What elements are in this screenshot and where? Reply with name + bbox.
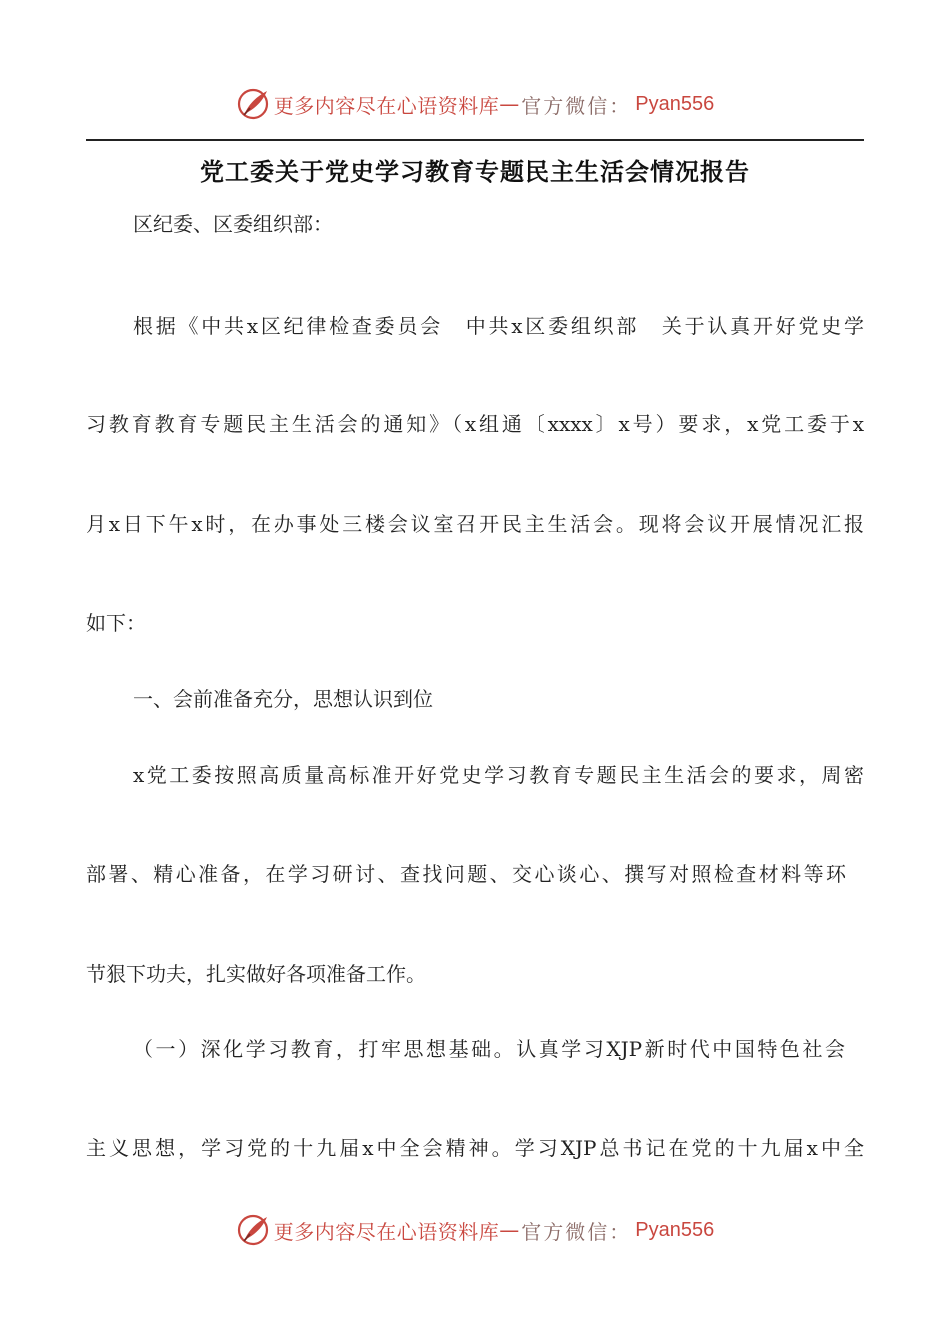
watermark-dash: — bbox=[499, 92, 520, 116]
watermark-brand: 更多内容尽在心语资料库 bbox=[273, 93, 500, 118]
paragraph-line: 习教育教育专题民主生活会的通知》（x组通〔xxxx〕x号）要求，x党工委于x bbox=[86, 412, 864, 436]
paragraph-line: 根据《中共x区纪律检查委员会 中共x区委组织部 关于认真开好党史学 bbox=[133, 314, 864, 338]
watermark-wechat-id: Pyan556 bbox=[635, 1218, 715, 1241]
section-heading: 一、会前准备充分，思想认识到位 bbox=[133, 687, 433, 711]
salutation: 区纪委、区委组织部： bbox=[133, 212, 333, 236]
watermark-wechat-id: Pyan556 bbox=[635, 92, 715, 115]
paragraph-line: 节狠下功夫，扎实做好各项准备工作。 bbox=[86, 962, 426, 986]
watermark-label: 官方微信： bbox=[521, 1219, 632, 1244]
watermark-banner-bottom bbox=[0, 1210, 950, 1250]
document-title: 党工委关于党史学习教育专题民主生活会情况报告 bbox=[200, 157, 750, 186]
watermark-label: 官方微信： bbox=[521, 93, 632, 118]
quill-logo-icon bbox=[236, 86, 272, 122]
watermark-dash: — bbox=[499, 1218, 520, 1242]
paragraph-line: 如下： bbox=[86, 611, 146, 635]
watermark-banner-top bbox=[0, 84, 950, 124]
quill-logo-icon bbox=[236, 1212, 272, 1248]
paragraph-line: 月x日下午x时，在办事处三楼会议室召开民主生活会。现将会议开展情况汇报 bbox=[86, 512, 864, 536]
paragraph-line: 主义思想，学习党的十九届x中全会精神。学习XJP总书记在党的十九届x中全 bbox=[86, 1136, 864, 1160]
paragraph-line: 部署、精心准备，在学习研讨、查找问题、交心谈心、撰写对照检查材料等环 bbox=[86, 862, 846, 886]
paragraph-line: x党工委按照高质量高标准开好党史学习教育专题民主生活会的要求，周密 bbox=[133, 763, 864, 787]
paragraph-line: （一）深化学习教育，打牢思想基础。认真学习XJP新时代中国特色社会 bbox=[133, 1037, 845, 1061]
watermark-brand: 更多内容尽在心语资料库 bbox=[273, 1219, 500, 1244]
header-rule bbox=[86, 139, 864, 141]
